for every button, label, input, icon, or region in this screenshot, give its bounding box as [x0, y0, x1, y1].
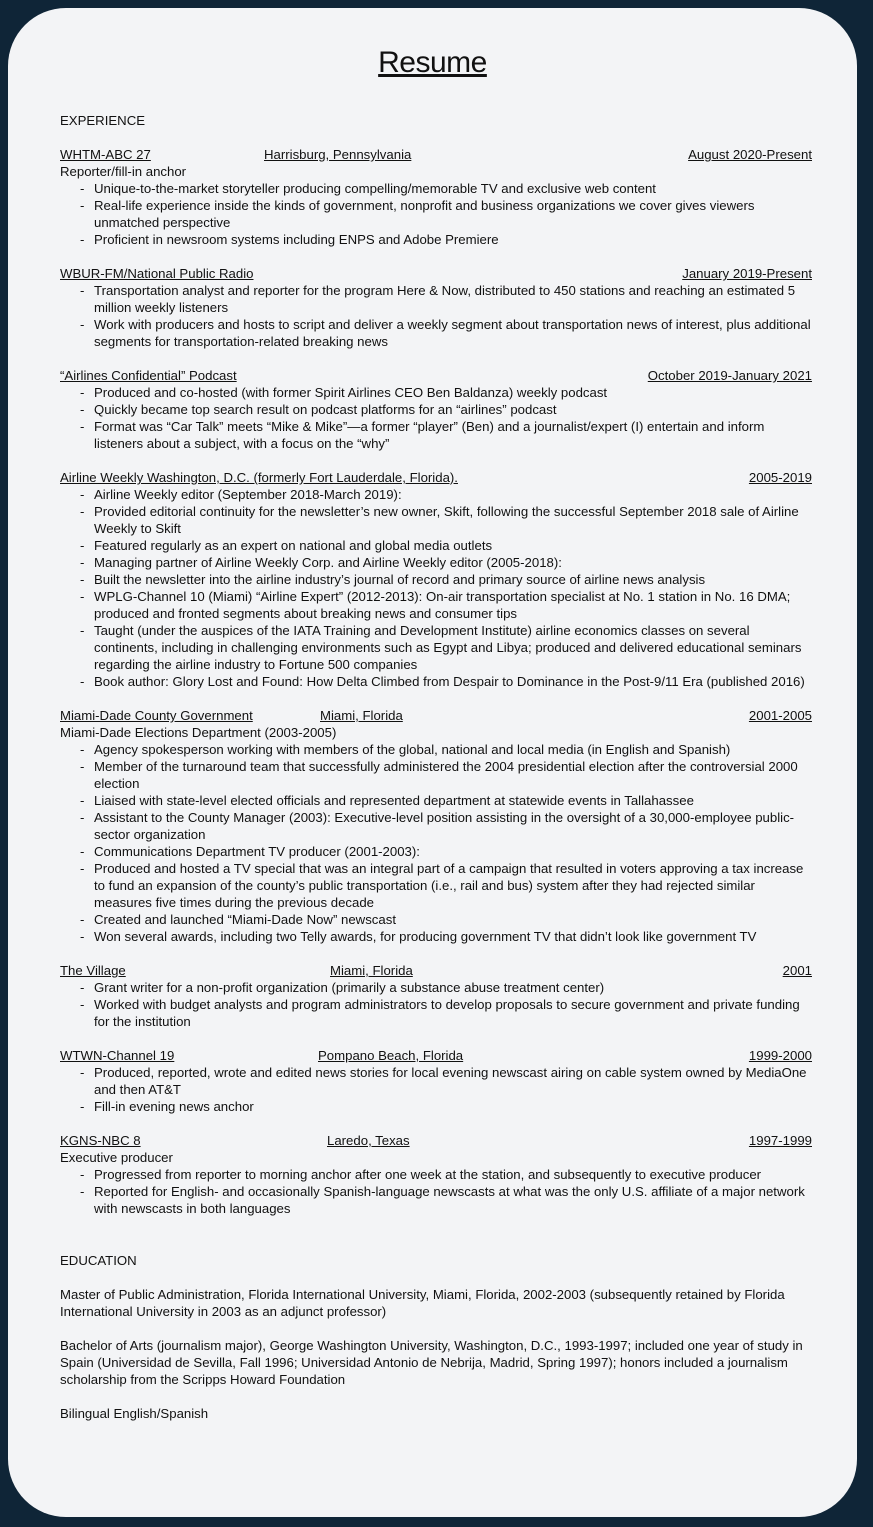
list-item: - Fill-in evening news anchor: [80, 1098, 812, 1115]
job-bullets: [60, 1166, 812, 1217]
list-item: - Progressed from reporter to morning anchor after one week at the station, and subsequently to executive producer: [80, 1166, 812, 1183]
job-entry: [60, 1132, 812, 1217]
list-item: - Unique-to-the-market storyteller producing compelling/memorable TV and exclusive web content: [80, 180, 812, 197]
list-item: - Featured regularly as an expert on national and global media outlets: [80, 537, 812, 554]
languages-line: Bilingual English/Spanish: [60, 1406, 209, 1421]
job-role: Executive producer: [60, 1150, 173, 1165]
list-item: - Produced, reported, wrote and edited news stories for local evening newscast airing on cable system owned by MediaOne and then AT&T: [80, 1064, 812, 1098]
list-item: - Book author: Glory Lost and Found: How Delta Climbed from Despair to Dominance in the Post-9/11 Era (published 2016): [80, 673, 812, 690]
job-location: [458, 469, 749, 486]
job-dates: 2005-2019: [748, 470, 812, 485]
list-item: - Communications Department TV producer (2001-2003):: [80, 843, 812, 860]
list-item: - Transportation analyst and reporter for the program Here & Now, distributed to 450 stations and reaching an estimated 5 million weekly listeners: [80, 282, 812, 316]
job-entry: [60, 1047, 812, 1115]
job-org: “Airlines Confidential” Podcast: [60, 368, 237, 383]
list-item: - Format was “Car Talk” meets “Mike & Mike”—a former “player” (Ben) and a journalist/expert (I) entertain and inform listeners about a subject, with a focus on the “why”: [80, 418, 812, 452]
resume-body: [60, 112, 812, 1422]
job-dates: October 2019-January 2021: [647, 368, 812, 383]
job-org: WBUR-FM/National Public Radio: [60, 266, 254, 281]
job-entry: [60, 265, 812, 350]
list-item: - Airline Weekly editor (September 2018-March 2019):: [80, 486, 812, 503]
job-entry: [60, 146, 812, 248]
job-bullets: [60, 741, 812, 945]
job-location: [253, 265, 682, 282]
job-dates: 1997-1999: [748, 1133, 812, 1148]
list-item: - Created and launched “Miami-Dade Now” newscast: [80, 911, 812, 928]
job-location: Harrisburg, Pennsylvania: [264, 147, 412, 162]
job-header: [60, 367, 812, 384]
job-location: Miami, Florida: [330, 963, 413, 978]
job-entry: [60, 367, 812, 452]
list-item: - Member of the turnaround team that successfully administered the 2004 presidential election after the controversial 2000 election: [80, 758, 812, 792]
list-item: - Built the newsletter into the airline industry’s journal of record and primary source of airline news analysis: [80, 571, 812, 588]
job-location: Laredo, Texas: [327, 1133, 410, 1148]
list-item: - Assistant to the County Manager (2003): Executive-level position assisting in the oversight of a 30,000-employee public-sector organization: [80, 809, 812, 843]
list-item: - Agency spokesperson working with members of the global, national and local media (in English and Spanish): [80, 741, 812, 758]
job-header: [60, 146, 812, 163]
job-header: [60, 1132, 812, 1149]
job-header: [60, 962, 812, 979]
job-header: [60, 265, 812, 282]
job-dates: 2001-2005: [748, 708, 812, 723]
job-header: [60, 707, 812, 724]
job-bullets: [60, 384, 812, 452]
job-entry: [60, 707, 812, 945]
job-dates: August 2020-Present: [688, 147, 812, 162]
list-item: - Taught (under the auspices of the IATA Training and Development Institute) airline economics classes on several continents, including in challenging environments such as Egypt and Libya; produced and delivered educational seminars regarding the airline industry to Fortune 500 companies: [80, 622, 812, 673]
document-page: [8, 8, 857, 1517]
job-header: [60, 469, 812, 486]
job-bullets: [60, 180, 812, 248]
job-location: Miami, Florida: [320, 708, 403, 723]
list-item: - WPLG-Channel 10 (Miami) “Airline Expert” (2012-2013): On-air transportation specialist at No. 1 station in No. 16 DMA; produced and fronted segments about breaking news and consumer tips: [80, 588, 812, 622]
list-item: - Proficient in newsroom systems including ENPS and Adobe Premiere: [80, 231, 812, 248]
education-entry: Bachelor of Arts (journalism major), George Washington University, Washington, D.C., 1993-1997; included one year of study in Spain (Universidad de Sevilla, Fall 1996; Universidad Antonio de Nebrija, Madrid, Spring 1997); honors included a journalism scholarship from the Scripps Howard Foundation: [60, 1338, 803, 1387]
list-item: - Reported for English- and occasionally Spanish-language newscasts at what was the only U.S. affiliate of a major network with newscasts in both languages: [80, 1183, 812, 1217]
list-item: - Won several awards, including two Telly awards, for producing government TV that didn’t look like government TV: [80, 928, 812, 945]
job-dates: 1999-2000: [748, 1048, 812, 1063]
list-item: - Worked with budget analysts and program administrators to develop proposals to secure government and private funding for the institution: [80, 996, 812, 1030]
list-item: - Liaised with state-level elected officials and represented department at statewide events in Tallahassee: [80, 792, 812, 809]
job-org: The Village: [60, 963, 126, 978]
job-dates: January 2019-Present: [682, 266, 812, 281]
job-org: Airline Weekly Washington, D.C. (formerly Fort Lauderdale, Florida).: [60, 470, 458, 485]
list-item: - Managing partner of Airline Weekly Corp. and Airline Weekly editor (2005-2018):: [80, 554, 812, 571]
job-org: KGNS-NBC 8: [60, 1133, 141, 1148]
job-entry: [60, 962, 812, 1030]
job-entry: [60, 469, 812, 690]
education-heading: EDUCATION: [60, 1253, 137, 1268]
education-entry: Master of Public Administration, Florida International University, Miami, Florida, 2002-2003 (subsequently retained by Florida International University in 2003 as an adjunct professor): [60, 1287, 785, 1319]
job-header: [60, 1047, 812, 1064]
list-item: - Produced and co-hosted (with former Spirit Airlines CEO Ben Baldanza) weekly podcast: [80, 384, 812, 401]
job-location: Pompano Beach, Florida: [318, 1048, 464, 1063]
list-item: - Quickly became top search result on podcast platforms for an “airlines” podcast: [80, 401, 812, 418]
job-org: WTWN-Channel 19: [60, 1048, 175, 1063]
job-role: Miami-Dade Elections Department (2003-2005): [60, 725, 337, 740]
page-title: Resume: [378, 46, 487, 79]
list-item: - Grant writer for a non-profit organization (primarily a substance abuse treatment center): [80, 979, 812, 996]
job-location: [237, 367, 648, 384]
job-org: Miami-Dade County Government: [60, 708, 253, 723]
job-org: WHTM-ABC 27: [60, 147, 151, 162]
experience-heading: EXPERIENCE: [60, 113, 146, 128]
job-dates: 2001: [782, 963, 812, 978]
list-item: - Work with producers and hosts to script and deliver a weekly segment about transportation news of interest, plus additional segments for transportation-related breaking news: [80, 316, 812, 350]
job-bullets: [60, 282, 812, 350]
list-item: - Real-life experience inside the kinds of government, nonprofit and business organizations we cover gives viewers unmatched perspective: [80, 197, 812, 231]
list-item: - Provided editorial continuity for the newsletter’s new owner, Skift, following the successful September 2018 sale of Airline Weekly to Skift: [80, 503, 812, 537]
job-bullets: [60, 1064, 812, 1115]
list-item: - Produced and hosted a TV special that was an integral part of a campaign that resulted in voters approving a tax increase to fund an expansion of the county’s public transportation (i.e., rail and bus) system after they had rejected similar measures five times during the previous decade: [80, 860, 812, 911]
job-role: Reporter/fill-in anchor: [60, 164, 187, 179]
job-bullets: [60, 486, 812, 690]
job-bullets: [60, 979, 812, 1030]
